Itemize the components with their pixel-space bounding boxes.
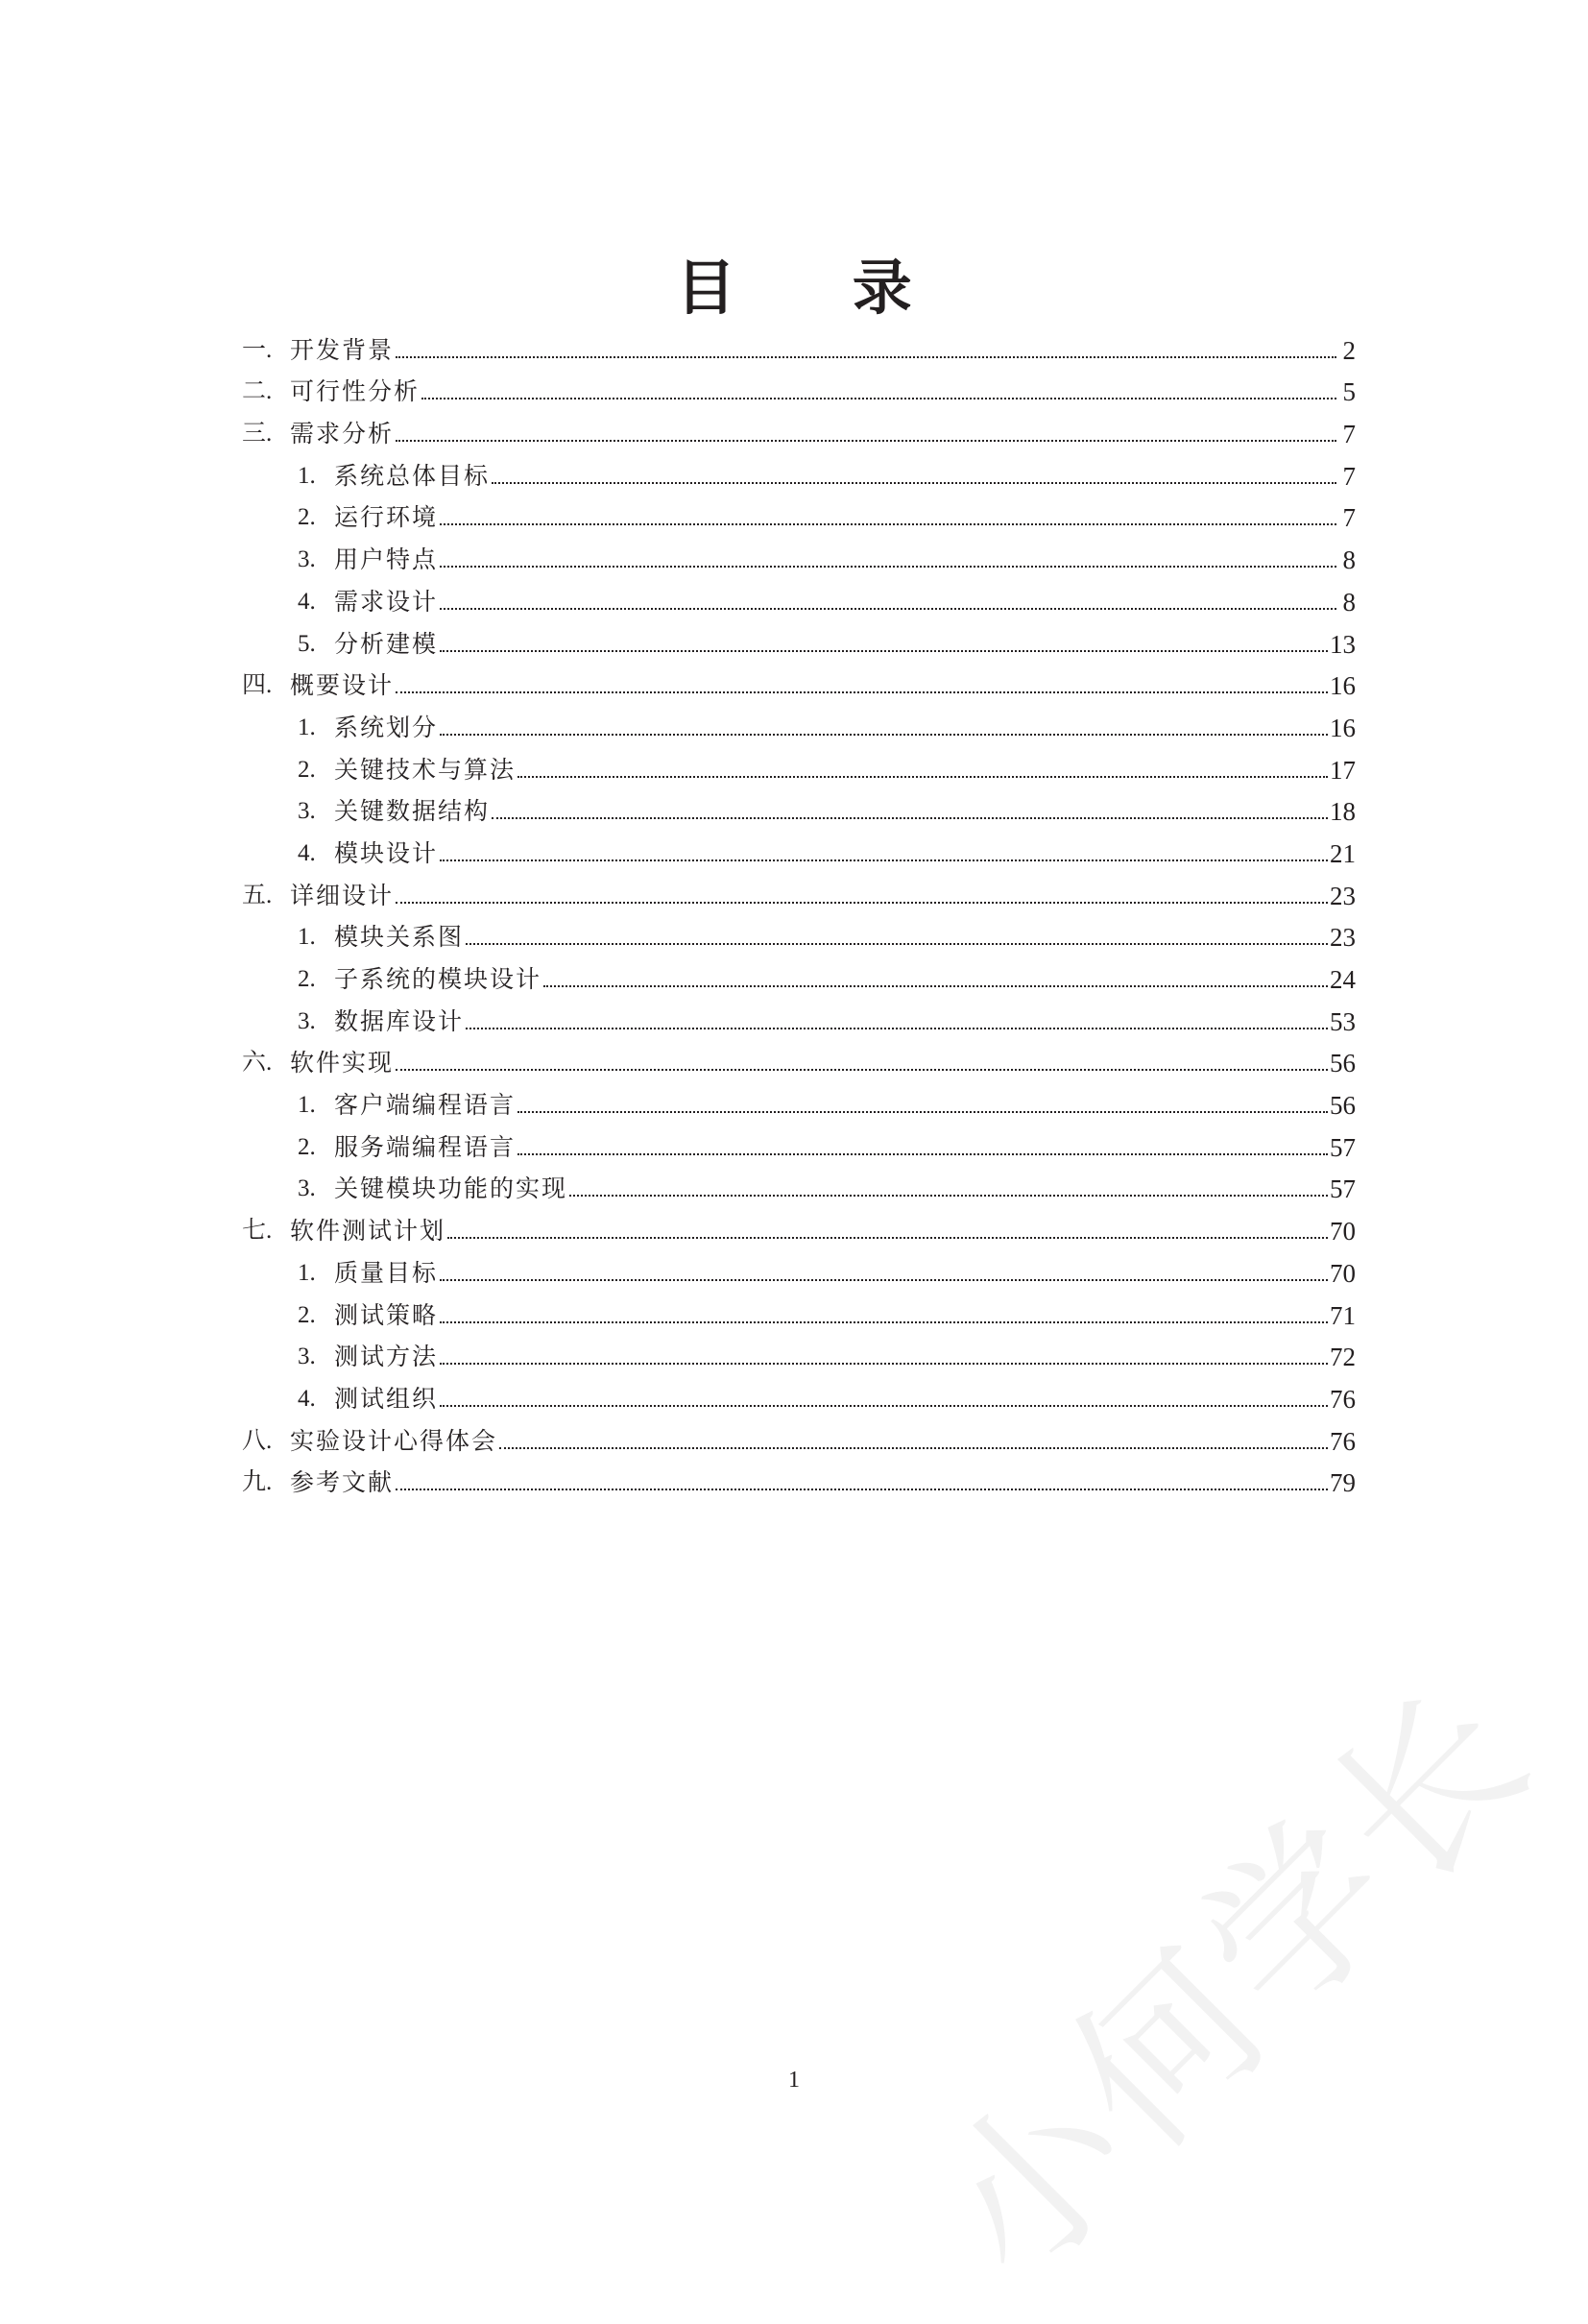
toc-entry-number: 一. <box>242 336 273 363</box>
toc-entry-chapter[interactable] <box>242 1036 1356 1078</box>
table-of-contents <box>242 323 1356 1497</box>
toc-entry-section[interactable] <box>242 700 1356 742</box>
toc-entry-number: 1. <box>298 1092 316 1119</box>
toc-entry-number: 七. <box>242 1218 273 1245</box>
toc-entry-section[interactable] <box>242 532 1356 574</box>
toc-entry-page: 53 <box>1330 1006 1356 1036</box>
toc-entry-section[interactable] <box>242 448 1356 491</box>
toc-entry-section[interactable] <box>242 785 1356 827</box>
toc-entry-page: 76 <box>1330 1426 1356 1456</box>
toc-entry-page: 24 <box>1330 965 1356 994</box>
toc-entry-number: 2. <box>298 504 316 531</box>
toc-entry-label: 参考文献 <box>290 1468 395 1497</box>
toc-entry-label: 概要设计 <box>290 671 395 700</box>
toc-entry-number: 六. <box>242 1050 273 1077</box>
dot-leader <box>440 566 1336 568</box>
toc-entry-number: 2. <box>298 756 316 783</box>
toc-entry-label: 需求设计 <box>334 587 439 616</box>
dot-leader <box>440 1363 1328 1365</box>
toc-entry-label: 服务端编程语言 <box>334 1132 517 1161</box>
toc-entry-page: 17 <box>1330 755 1356 785</box>
toc-entry-number: 3. <box>298 1344 316 1370</box>
dot-leader <box>440 859 1328 861</box>
dot-leader <box>492 482 1336 484</box>
dot-leader <box>396 902 1328 904</box>
toc-entry-chapter[interactable] <box>242 659 1356 701</box>
toc-entry-number: 1. <box>298 924 316 951</box>
dot-leader <box>396 691 1328 693</box>
toc-entry-label: 质量目标 <box>334 1258 439 1287</box>
toc-entry-number: 3. <box>298 1175 316 1202</box>
dot-leader <box>440 523 1336 525</box>
toc-entry-section[interactable] <box>242 1288 1356 1330</box>
dot-leader <box>466 943 1328 945</box>
toc-entry-number: 4. <box>298 839 316 866</box>
toc-entry-page: 71 <box>1330 1300 1356 1330</box>
toc-entry-section[interactable] <box>242 1077 1356 1120</box>
toc-entry-chapter[interactable] <box>242 406 1356 448</box>
toc-entry-label: 需求分析 <box>290 420 395 448</box>
dot-leader <box>396 440 1336 442</box>
toc-entry-page: 7 <box>1342 420 1356 449</box>
toc-entry-section[interactable] <box>242 617 1356 659</box>
toc-entry-page: 57 <box>1330 1174 1356 1204</box>
toc-entry-chapter[interactable] <box>242 1203 1356 1246</box>
toc-entry-chapter[interactable] <box>242 1456 1356 1498</box>
toc-entry-label: 数据库设计 <box>334 1006 465 1035</box>
toc-entry-label: 关键模块功能的实现 <box>334 1174 568 1203</box>
toc-entry-page: 23 <box>1330 881 1356 910</box>
dot-leader <box>396 356 1336 358</box>
toc-entry-label: 模块关系图 <box>334 923 465 952</box>
toc-entry-label: 模块设计 <box>334 838 439 867</box>
page-title: 目 录 <box>676 253 960 323</box>
toc-entry-number: 3. <box>298 1007 316 1034</box>
dot-leader <box>440 650 1328 652</box>
toc-entry-label: 软件测试计划 <box>290 1217 446 1246</box>
toc-entry-section[interactable] <box>242 1330 1356 1372</box>
toc-entry-section[interactable] <box>242 742 1356 785</box>
toc-entry-chapter[interactable] <box>242 868 1356 910</box>
dot-leader <box>440 608 1336 610</box>
toc-entry-label: 软件实现 <box>290 1049 395 1077</box>
toc-entry-label: 运行环境 <box>334 503 439 532</box>
dot-leader <box>517 1153 1328 1155</box>
dot-leader <box>440 1405 1328 1407</box>
toc-entry-section[interactable] <box>242 574 1356 617</box>
toc-entry-number: 3. <box>298 798 316 825</box>
watermark-text: 小何学长 <box>901 1647 1572 2318</box>
toc-entry-page: 76 <box>1330 1384 1356 1414</box>
dot-leader <box>396 1069 1328 1071</box>
toc-entry-number: 三. <box>242 421 273 448</box>
dot-leader <box>543 985 1328 987</box>
dot-leader <box>440 734 1328 736</box>
toc-entry-number: 1. <box>298 1259 316 1286</box>
toc-entry-page: 56 <box>1330 1091 1356 1121</box>
toc-entry-page: 13 <box>1330 629 1356 659</box>
toc-entry-section[interactable] <box>242 1120 1356 1162</box>
dot-leader <box>517 776 1328 778</box>
dot-leader <box>440 1321 1328 1323</box>
dot-leader <box>447 1237 1328 1239</box>
toc-entry-number: 八. <box>242 1427 273 1454</box>
dot-leader <box>466 1028 1328 1029</box>
toc-entry-section[interactable] <box>242 994 1356 1036</box>
dot-leader <box>569 1195 1328 1197</box>
toc-entry-section[interactable] <box>242 1246 1356 1288</box>
toc-entry-label: 子系统的模块设计 <box>334 965 542 993</box>
toc-entry-page: 2 <box>1342 335 1356 365</box>
toc-entry-label: 系统总体目标 <box>334 461 491 490</box>
dot-leader <box>517 1111 1328 1113</box>
dot-leader <box>440 1279 1328 1281</box>
toc-entry-number: 1. <box>298 462 316 489</box>
toc-entry-page: 70 <box>1330 1258 1356 1288</box>
dot-leader <box>499 1447 1328 1449</box>
toc-entry-page: 7 <box>1342 461 1356 491</box>
toc-entry-number: 4. <box>298 1385 316 1412</box>
toc-entry-label: 开发背景 <box>290 335 395 364</box>
toc-entry-label: 系统划分 <box>334 713 439 741</box>
toc-entry-section[interactable] <box>242 491 1356 533</box>
toc-entry-label: 实验设计心得体会 <box>290 1426 498 1455</box>
toc-entry-number: 2. <box>298 966 316 992</box>
toc-entry-label: 测试方法 <box>334 1343 439 1371</box>
toc-entry-chapter[interactable] <box>242 365 1356 407</box>
toc-entry-page: 7 <box>1342 503 1356 533</box>
watermark <box>893 1537 1584 2318</box>
page-number: 1 <box>788 2068 800 2093</box>
dot-leader <box>492 817 1328 819</box>
toc-entry-page: 23 <box>1330 923 1356 953</box>
toc-entry-page: 72 <box>1330 1343 1356 1372</box>
toc-entry-page: 5 <box>1342 377 1356 407</box>
toc-entry-page: 57 <box>1330 1132 1356 1162</box>
toc-entry-label: 可行性分析 <box>290 377 421 406</box>
dot-leader <box>396 1489 1328 1490</box>
toc-entry-page: 70 <box>1330 1217 1356 1247</box>
toc-entry-number: 1. <box>298 714 316 740</box>
dot-leader <box>421 398 1336 399</box>
toc-entry-label: 客户端编程语言 <box>334 1091 517 1120</box>
toc-entry-page: 16 <box>1330 713 1356 742</box>
toc-entry-number: 3. <box>298 546 316 573</box>
toc-entry-number: 九. <box>242 1469 273 1496</box>
toc-entry-label: 用户特点 <box>334 545 439 574</box>
toc-entry-label: 测试组织 <box>334 1384 439 1413</box>
toc-entry-page: 8 <box>1342 587 1356 617</box>
toc-entry-section[interactable] <box>242 952 1356 994</box>
toc-entry-number: 5. <box>298 630 316 657</box>
toc-entry-number: 2. <box>298 1133 316 1160</box>
toc-entry-section[interactable] <box>242 826 1356 868</box>
toc-entry-section[interactable] <box>242 1371 1356 1414</box>
toc-entry-page: 56 <box>1330 1049 1356 1078</box>
toc-entry-page: 16 <box>1330 671 1356 701</box>
toc-entry-label: 分析建模 <box>334 629 439 658</box>
toc-entry-page: 79 <box>1330 1468 1356 1498</box>
toc-entry-label: 关键技术与算法 <box>334 755 517 784</box>
toc-entry-number: 2. <box>298 1301 316 1328</box>
toc-entry-chapter[interactable] <box>242 323 1356 365</box>
toc-entry-number: 五. <box>242 882 273 908</box>
toc-entry-page: 21 <box>1330 838 1356 868</box>
toc-entry-number: 四. <box>242 672 273 699</box>
toc-entry-section[interactable] <box>242 910 1356 953</box>
toc-entry-section[interactable] <box>242 1162 1356 1204</box>
toc-entry-number: 4. <box>298 588 316 615</box>
toc-entry-label: 关键数据结构 <box>334 797 491 826</box>
toc-entry-label: 测试策略 <box>334 1300 439 1329</box>
toc-entry-page: 18 <box>1330 797 1356 827</box>
toc-entry-chapter[interactable] <box>242 1414 1356 1456</box>
toc-entry-label: 详细设计 <box>290 881 395 909</box>
toc-entry-number: 二. <box>242 378 273 405</box>
toc-entry-page: 8 <box>1342 545 1356 575</box>
